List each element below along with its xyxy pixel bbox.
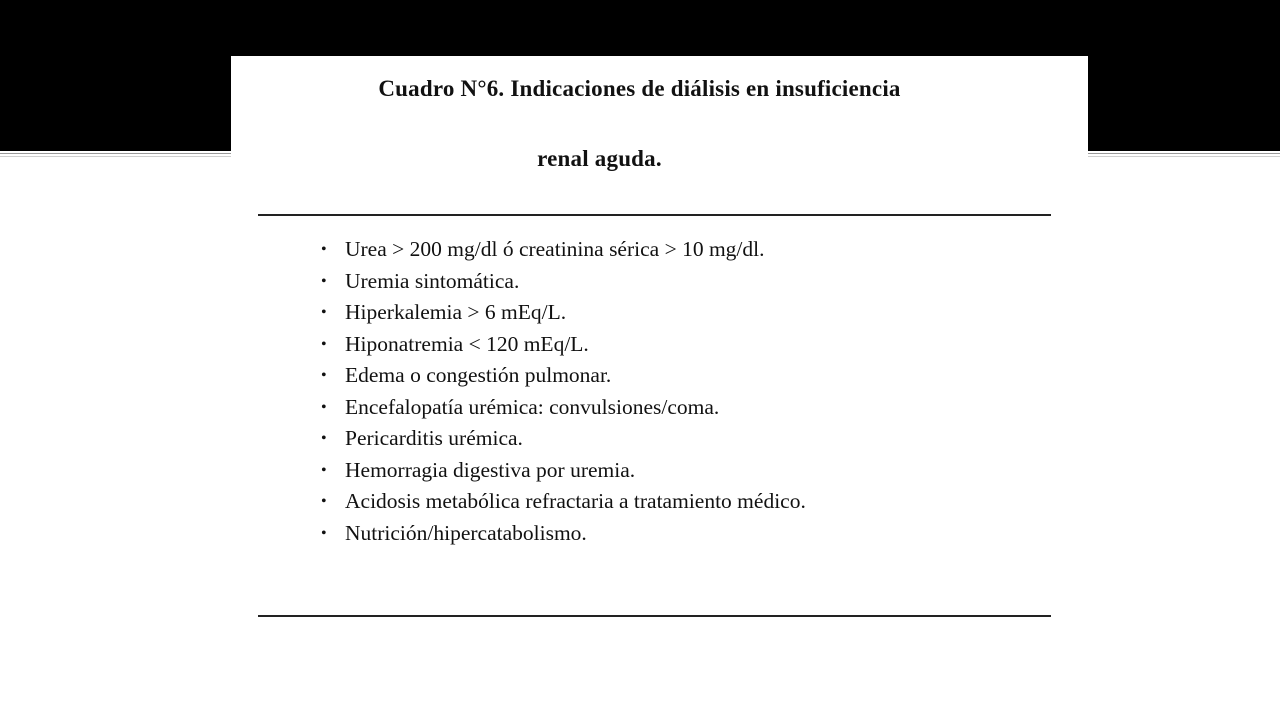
table-image: [231, 56, 1088, 656]
list-item-text: Hiperkalemia > 6 mEq/L.: [345, 300, 567, 324]
list-item-text: Hiponatremia < 120 mEq/L.: [345, 331, 589, 356]
list-item: [321, 455, 806, 487]
bullet-icon: •: [321, 335, 327, 353]
list-item-text: Encefalopatía urémica: convulsiones/coma.: [345, 394, 720, 419]
table-bottom-rule: [258, 615, 1051, 617]
list-item-text: Pericarditis urémica.: [345, 426, 523, 450]
bullet-icon: •: [321, 304, 327, 321]
list-item: [321, 329, 806, 361]
list-item: [321, 297, 806, 329]
bullet-icon: •: [321, 367, 327, 384]
bullet-icon: •: [321, 430, 327, 447]
list-item: [321, 423, 806, 455]
indications-list: [321, 234, 806, 549]
list-item-text: Nutrición/hipercatabolismo.: [345, 520, 587, 545]
list-item: [321, 392, 806, 424]
bullet-icon: •: [321, 241, 327, 258]
table-title-line-1: Cuadro N°6. Indicaciones de diálisis en insuficiencia: [378, 76, 901, 101]
bullet-icon: •: [321, 461, 327, 479]
list-item-text: Uremia sintomática.: [345, 268, 520, 293]
list-item: [321, 266, 806, 298]
list-item: [321, 518, 806, 550]
bullet-icon: •: [321, 398, 327, 416]
bullet-icon: •: [321, 272, 327, 290]
list-item: [321, 360, 806, 392]
list-item-text: Edema o congestión pulmonar.: [345, 363, 612, 387]
list-item-text: Acidosis metabólica refractaria a tratamiento médico.: [345, 489, 806, 513]
list-item-text: Urea > 200 mg/dl ó creatinina sérica > 10 mg/dl.: [345, 237, 765, 261]
bullet-icon: •: [321, 493, 327, 510]
list-item-text: Hemorragia digestiva por uremia.: [345, 457, 636, 482]
bullet-icon: •: [321, 524, 327, 542]
list-item: [321, 486, 806, 518]
list-item: [321, 234, 806, 266]
table-top-rule: [258, 214, 1051, 216]
table-title-line-2: renal aguda.: [537, 146, 662, 171]
